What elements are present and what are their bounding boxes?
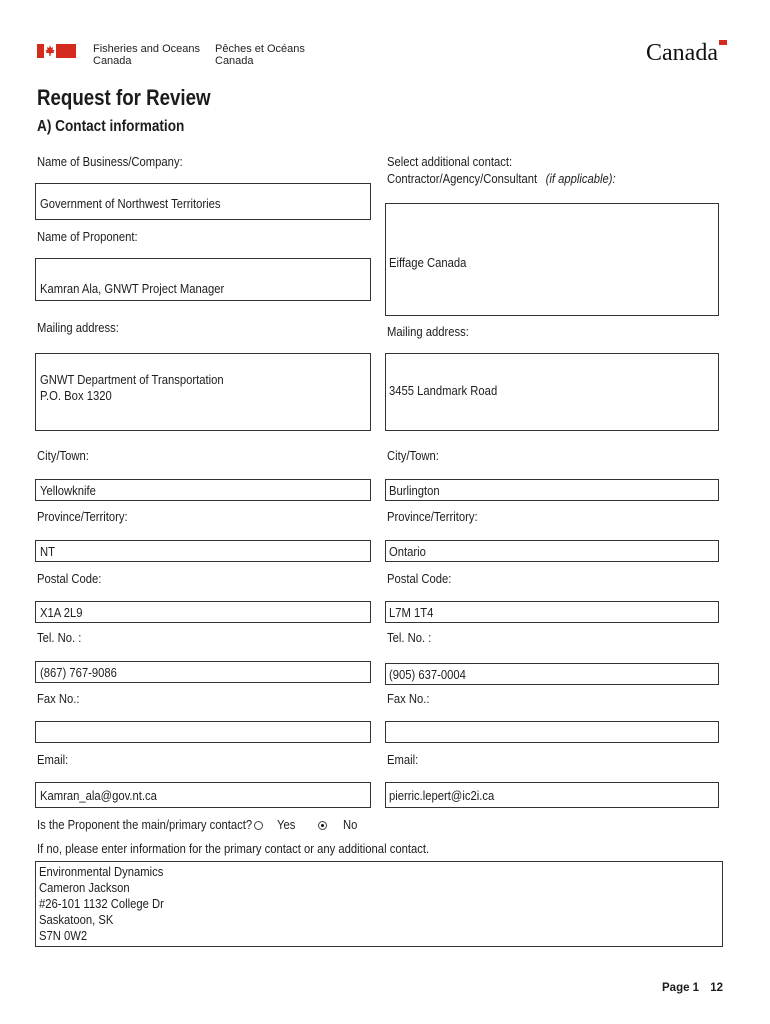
fax-field-right[interactable] <box>385 721 719 743</box>
contact-label-2-row <box>387 172 616 186</box>
province-value-right: Ontario <box>389 545 426 559</box>
proponent-label: Name of Proponent: <box>37 230 138 244</box>
tel-label-left: Tel. No. : <box>37 631 82 645</box>
maple-leaf-icon <box>45 44 55 58</box>
province-field-left[interactable] <box>35 540 371 562</box>
postal-field-left[interactable] <box>35 601 371 623</box>
dept-name-fr-line1: Pêches et Océans <box>215 43 305 55</box>
primary-no-label: No <box>343 818 358 832</box>
postal-label-right: Postal Code: <box>387 572 452 586</box>
email-value-right: pierric.lepert@ic2i.ca <box>389 789 495 803</box>
postal-value-left: X1A 2L9 <box>40 606 83 620</box>
dept-name-en <box>93 43 200 67</box>
mailing-value-left: GNWT Department of Transportation P.O. Box 1320 <box>40 373 224 403</box>
proponent-field[interactable] <box>35 258 371 301</box>
tel-value-left: (867) 767-9086 <box>40 666 117 680</box>
page-number <box>662 982 723 994</box>
primary-yes-label: Yes <box>277 818 296 832</box>
city-field-right[interactable] <box>385 479 719 501</box>
page-total: 12 <box>710 982 724 994</box>
primary-contact-question: Is the Proponent the main/primary contact? <box>37 818 253 832</box>
dept-name-en-line1: Fisheries and Oceans <box>93 43 200 55</box>
canada-wordmark: Canada <box>646 40 718 66</box>
mailing-value-right: 3455 Landmark Road <box>389 384 498 398</box>
primary-contact-value: Environmental Dynamics Cameron Jackson #26-101 1132 College Dr Saskatoon, SK S7N 0W2 <box>39 865 164 943</box>
dept-name-fr-line2: Canada <box>215 55 254 67</box>
email-field-right[interactable] <box>385 782 719 808</box>
province-value-left: NT <box>40 545 56 559</box>
tel-label-right: Tel. No. : <box>387 631 432 645</box>
primary-contact-field[interactable] <box>35 861 723 947</box>
city-field-left[interactable] <box>35 479 371 501</box>
email-label-right: Email: <box>387 753 419 767</box>
tel-value-right: (905) 637-0004 <box>389 668 466 682</box>
contact-label-2: Contractor/Agency/Consultant <box>387 172 538 186</box>
business-value: Government of Northwest Territories <box>40 197 221 211</box>
proponent-value: Kamran Ala, GNWT Project Manager <box>40 282 225 296</box>
contact-value: Eiffage Canada <box>389 256 467 270</box>
primary-no-radio[interactable] <box>318 821 327 830</box>
email-value-left: Kamran_ala@gov.nt.ca <box>40 789 157 803</box>
mailing-field-right[interactable] <box>385 353 719 431</box>
mailing-field-left[interactable] <box>35 353 371 431</box>
postal-field-right[interactable] <box>385 601 719 623</box>
city-value-right: Burlington <box>389 484 440 498</box>
tel-field-left[interactable] <box>35 661 371 683</box>
city-value-left: Yellowknife <box>40 484 96 498</box>
business-label: Name of Business/Company: <box>37 155 183 169</box>
contact-field[interactable] <box>385 203 719 316</box>
province-label-right: Province/Territory: <box>387 510 478 524</box>
dept-name-en-line2: Canada <box>93 55 132 67</box>
primary-yes-radio[interactable] <box>254 821 263 830</box>
email-field-left[interactable] <box>35 782 371 808</box>
mailing-label-left: Mailing address: <box>37 321 119 335</box>
fax-field-left[interactable] <box>35 721 371 743</box>
dept-name-fr <box>215 43 305 67</box>
business-field[interactable] <box>35 183 371 220</box>
contact-label-1: Select additional contact: <box>387 155 513 169</box>
email-label-left: Email: <box>37 753 69 767</box>
postal-label-left: Postal Code: <box>37 572 102 586</box>
page-title: Request for Review <box>37 85 211 110</box>
mailing-label-right: Mailing address: <box>387 325 469 339</box>
fax-label-left: Fax No.: <box>37 692 80 706</box>
city-label-left: City/Town: <box>37 449 89 463</box>
tel-field-right[interactable] <box>385 663 719 685</box>
wordmark-flag-icon <box>719 40 727 45</box>
section-heading: A) Contact information <box>37 118 185 135</box>
province-field-right[interactable] <box>385 540 719 562</box>
contact-label-note: (if applicable): <box>545 172 616 186</box>
city-label-right: City/Town: <box>387 449 439 463</box>
page-label: Page 1 <box>662 982 700 994</box>
province-label-left: Province/Territory: <box>37 510 128 524</box>
postal-value-right: L7M 1T4 <box>389 606 434 620</box>
fax-label-right: Fax No.: <box>387 692 430 706</box>
primary-instruction: If no, please enter information for the primary contact or any additional contact. <box>37 842 430 856</box>
